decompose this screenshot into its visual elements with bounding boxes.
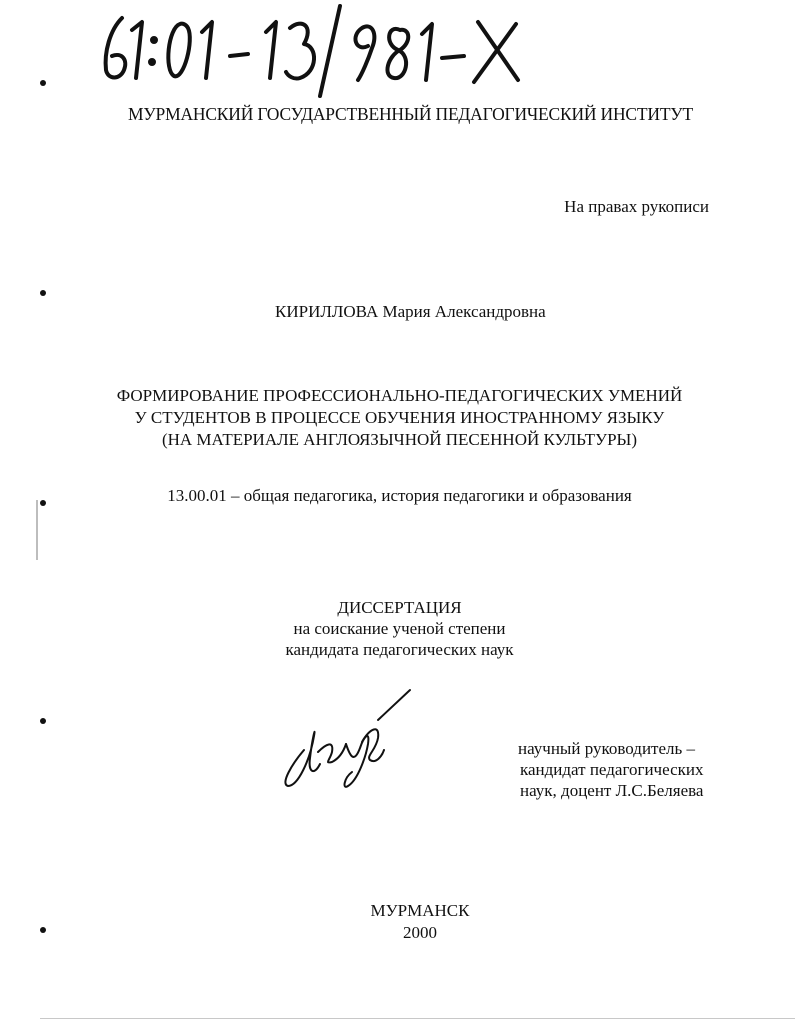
binding-hole-mark — [40, 290, 46, 296]
scan-edge-line — [36, 500, 38, 560]
author-signature — [270, 680, 420, 800]
title-line: У СТУДЕНТОВ В ПРОЦЕССЕ ОБУЧЕНИЯ ИНОСТРАННОМУ ЯЗЫКУ — [134, 408, 665, 427]
city-year-block — [0, 900, 799, 944]
handwritten-archive-number — [70, 0, 590, 100]
binding-hole-mark — [40, 718, 46, 724]
degree-line: кандидата педагогических наук — [285, 640, 514, 659]
title-line: ФОРМИРОВАНИЕ ПРОФЕССИОНАЛЬНО-ПЕДАГОГИЧЕСКИХ УМЕНИЙ — [116, 386, 683, 405]
degree-line: на соискание ученой степени — [293, 619, 506, 638]
supervisor-line: научный руководитель – — [518, 739, 695, 758]
dissertation-block — [0, 597, 799, 660]
scan-bottom-line — [40, 1018, 795, 1019]
title-line: (НА МАТЕРИАЛЕ АНГЛОЯЗЫЧНОЙ ПЕСЕННОЙ КУЛЬТУРЫ) — [161, 430, 638, 449]
binding-hole-mark — [40, 80, 46, 86]
year: 2000 — [403, 923, 437, 942]
rights-note: На правах рукописи — [564, 197, 709, 216]
dissertation-heading: ДИССЕРТАЦИЯ — [337, 598, 462, 617]
city-name: МУРМАНСК — [370, 901, 470, 920]
supervisor-block — [518, 738, 703, 801]
dissertation-title — [0, 385, 799, 451]
institute-name: МУРМАНСКИЙ ГОСУДАРСТВЕННЫЙ ПЕДАГОГИЧЕСКИЙ ИНСТИТУТ — [128, 104, 693, 124]
supervisor-line: наук, доцент Л.С.Беляева — [520, 781, 704, 800]
author-name: КИРИЛЛОВА Мария Александровна — [275, 302, 546, 321]
supervisor-line: кандидат педагогических — [520, 760, 704, 779]
specialty-code: 13.00.01 – общая педагогика, история педагогики и образования — [167, 486, 632, 505]
